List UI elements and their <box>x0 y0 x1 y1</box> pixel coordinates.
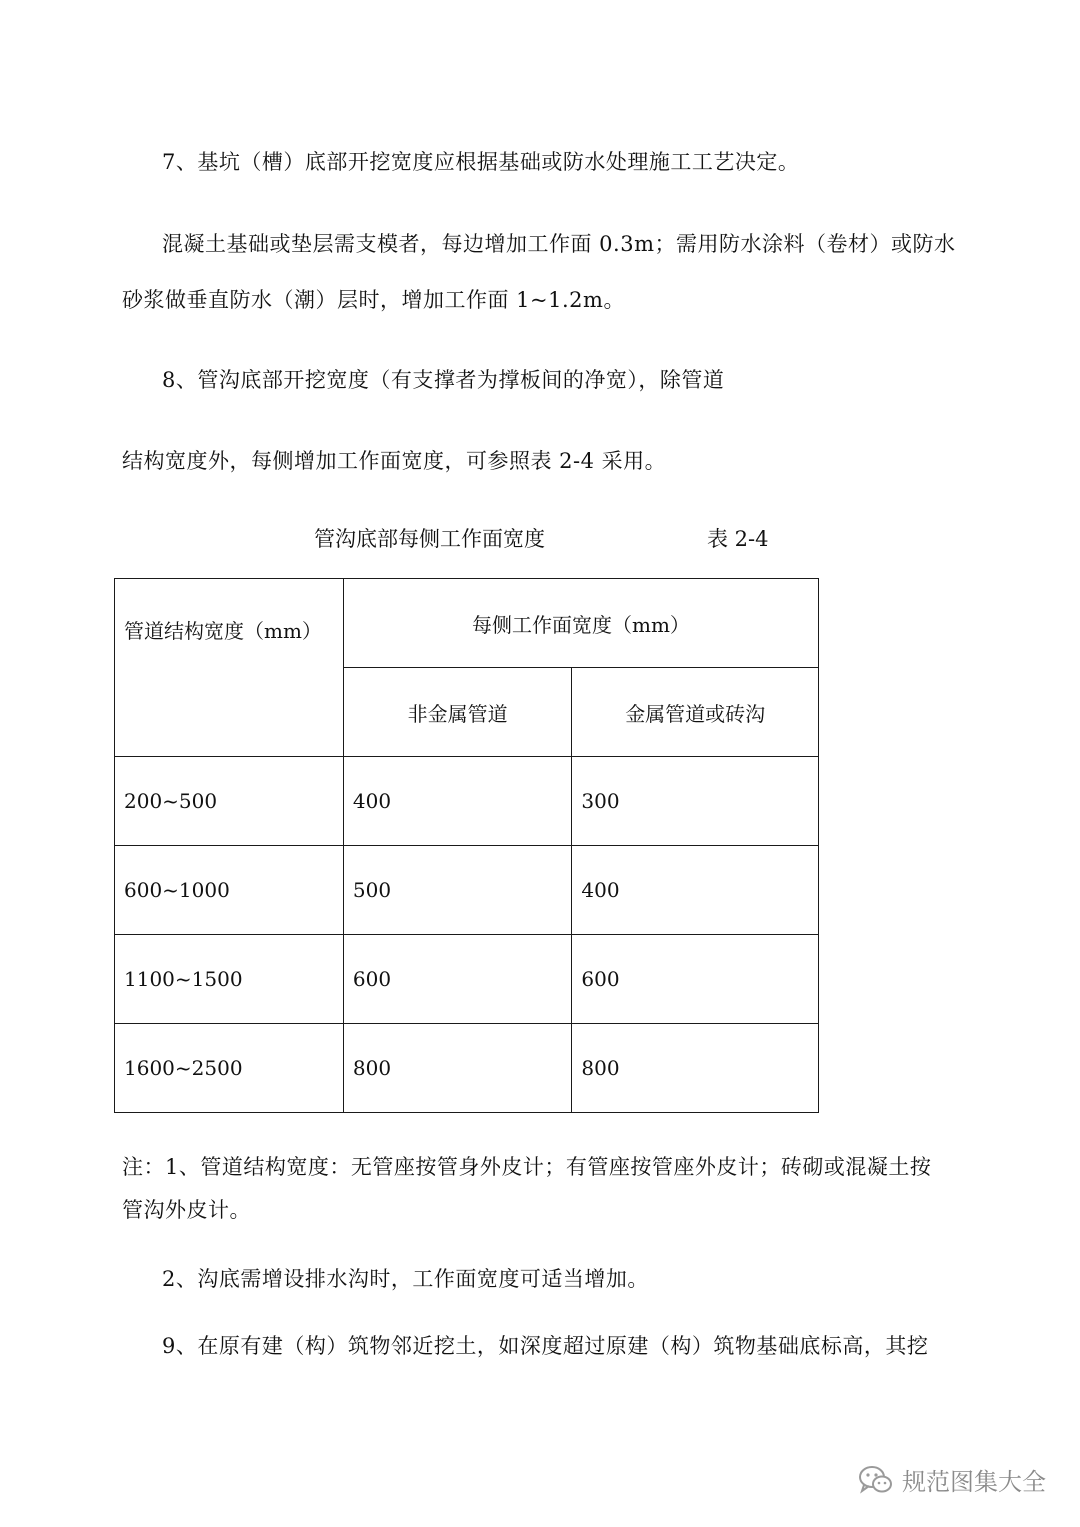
cell-structure-width: 1600~2500 <box>115 1024 344 1113</box>
note-1-line1: 注：1、管道结构宽度：无管座按管身外皮计；有管座按管座外皮计；砖砌或混凝土按 <box>122 1155 932 1179</box>
table-row <box>115 935 819 1024</box>
table-header-row <box>115 579 819 668</box>
cell-metal: 800 <box>572 1024 819 1113</box>
header-structure-width: 管道结构宽度（mm） <box>115 579 344 757</box>
table-row <box>115 1024 819 1113</box>
paragraph-7: 7、基坑（槽）底部开挖宽度应根据基础或防水处理施工工艺决定。 <box>162 150 800 174</box>
cell-nonmetal: 400 <box>343 757 571 846</box>
note-1-line2: 管沟外皮计。 <box>122 1198 251 1222</box>
work-face-width-table <box>114 578 819 1113</box>
cell-nonmetal: 600 <box>343 935 571 1024</box>
paragraph-9: 9、在原有建（构）筑物邻近挖土，如深度超过原建（构）筑物基础底标高，其挖 <box>162 1334 929 1358</box>
paragraph-8-line1: 8、管沟底部开挖宽度（有支撑者为撑板间的净宽），除管道 <box>162 368 725 392</box>
table-row <box>115 846 819 935</box>
paragraph-7-detail-line1: 混凝土基础或垫层需支模者，每边增加工作面 0.3m；需用防水涂料（卷材）或防水 <box>162 232 956 256</box>
table-caption: 管沟底部每侧工作面宽度 <box>314 527 545 551</box>
cell-metal: 600 <box>572 935 819 1024</box>
table-number: 表 2-4 <box>707 527 769 551</box>
cell-structure-width: 200~500 <box>115 757 344 846</box>
watermark-text: 规范图集大全 <box>902 1468 1046 1496</box>
paragraph-7-detail-line2: 砂浆做垂直防水（潮）层时，增加工作面 1~1.2m。 <box>122 288 625 312</box>
wechat-icon <box>858 1465 894 1495</box>
cell-structure-width: 1100~1500 <box>115 935 344 1024</box>
header-metal-pipe-or-brick-trench: 金属管道或砖沟 <box>572 668 819 757</box>
table-row <box>115 757 819 846</box>
note-2: 2、沟底需增设排水沟时，工作面宽度可适当增加。 <box>162 1267 649 1291</box>
cell-nonmetal: 800 <box>343 1024 571 1113</box>
paragraph-8-line2: 结构宽度外，每侧增加工作面宽度，可参照表 2-4 采用。 <box>122 449 667 473</box>
header-nonmetal-pipe: 非金属管道 <box>343 668 571 757</box>
watermark <box>858 1462 1046 1497</box>
cell-metal: 300 <box>572 757 819 846</box>
cell-nonmetal: 500 <box>343 846 571 935</box>
header-work-face-width: 每侧工作面宽度（mm） <box>343 579 818 668</box>
cell-structure-width: 600~1000 <box>115 846 344 935</box>
cell-metal: 400 <box>572 846 819 935</box>
